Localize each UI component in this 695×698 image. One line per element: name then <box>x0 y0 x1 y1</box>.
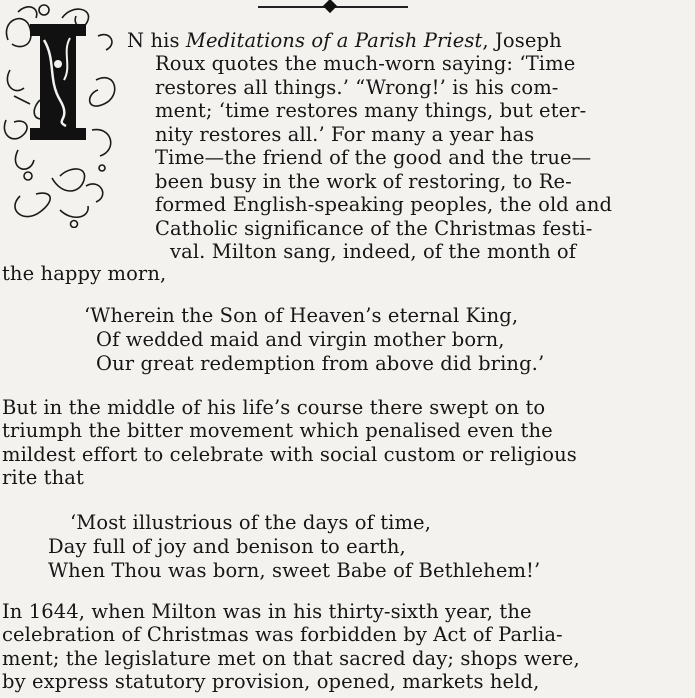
body-line: nity restores all.’ For many a year has <box>155 123 535 146</box>
body-line: triumph the bitter movement which penalised even the <box>2 419 553 442</box>
body-line: formed English-speaking peoples, the old and <box>155 193 613 216</box>
verse-line: Of wedded maid and virgin mother born, <box>96 328 505 351</box>
body-line: the happy morn, <box>2 262 167 285</box>
header-ornament-diamond <box>323 0 337 13</box>
body-line: mildest effort to celebrate with social custom or religious <box>2 443 577 466</box>
body-line: Catholic significance of the Christmas festi- <box>155 217 593 240</box>
verse-line: ‘Wherein the Son of Heaven’s eternal King, <box>84 304 519 327</box>
verse-line: Day full of joy and benison to earth, <box>48 535 406 558</box>
body-line: celebration of Christmas was forbidden by Act of Parlia- <box>2 623 563 646</box>
body-line: been busy in the work of restoring, to Re- <box>155 170 572 193</box>
body-line: In 1644, when Milton was in his thirty-sixth year, the <box>2 600 532 623</box>
body-line: val. Milton sang, indeed, of the month of <box>170 240 577 263</box>
body-line: by express statutory provision, opened, markets held, <box>2 670 540 693</box>
body-line: rite that <box>2 466 84 489</box>
body-line: But in the middle of his life’s course there swept on to <box>2 396 546 419</box>
verse-line: When Thou was born, sweet Babe of Bethlehem!’ <box>48 559 541 582</box>
body-line: Roux quotes the much-worn saying: ‘Time <box>155 52 576 75</box>
body-line: ment; the legislature met on that sacred day; shops were, <box>2 647 580 670</box>
body-line: ment; ‘time restores many things, but eter- <box>155 99 587 122</box>
verse-line: Our great redemption from above did bring.’ <box>96 352 545 375</box>
verse-line: ‘Most illustrious of the days of time, <box>70 511 431 534</box>
ornamental-initial-I <box>0 0 125 228</box>
body-line: restores all things.’ “Wrong!’ is his com- <box>155 76 559 99</box>
body-line: Time—the friend of the good and the true— <box>155 146 592 169</box>
body-line: N his Meditations of a Parish Priest, Joseph <box>127 29 562 52</box>
drop-cap-letter <box>30 24 86 140</box>
